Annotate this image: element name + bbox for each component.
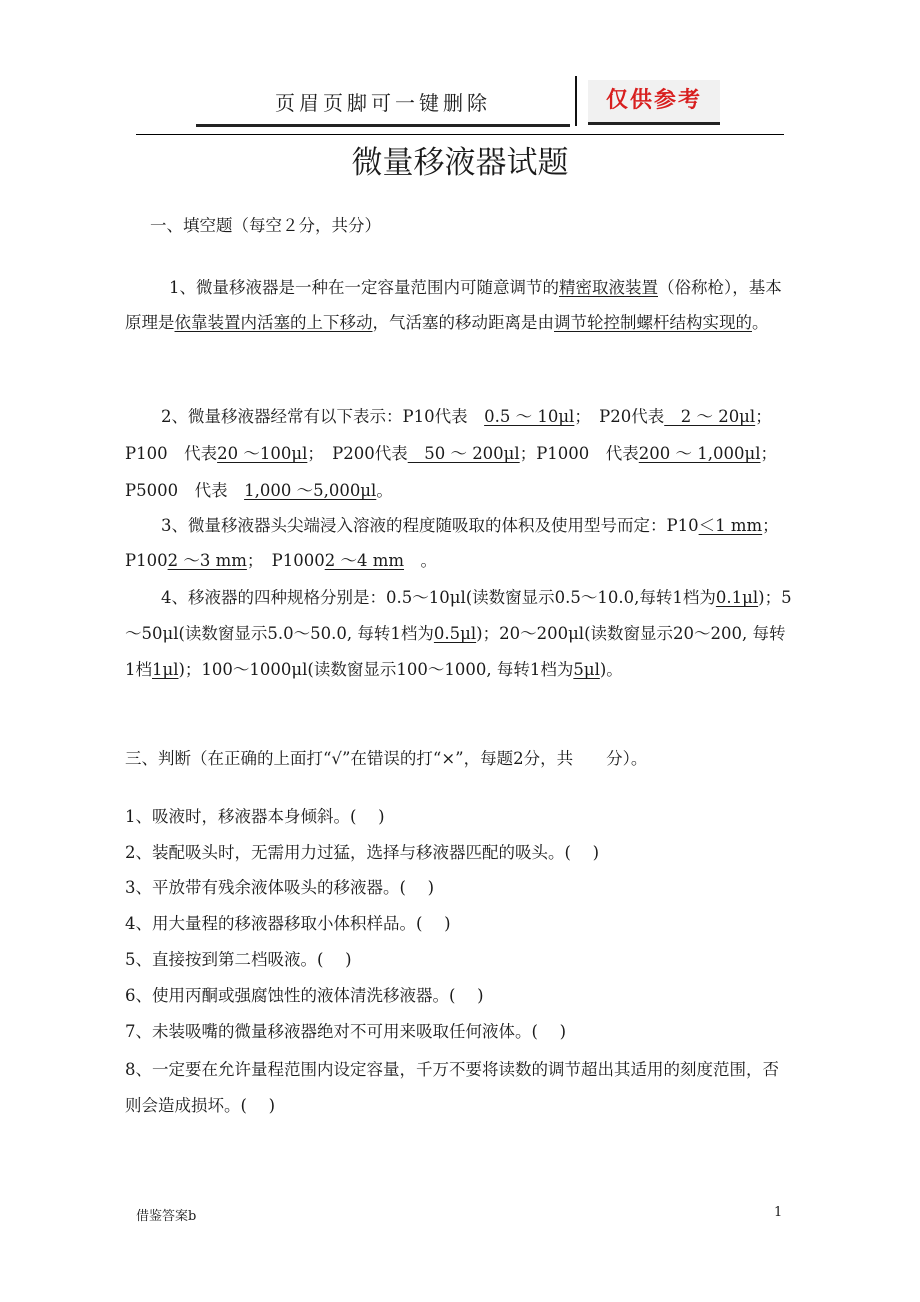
- question-3: [125, 508, 793, 578]
- q1-answer-1: 精密取液装置: [559, 278, 658, 297]
- q2-answer-6: 1,000 ～5,000μl: [244, 481, 377, 500]
- judgment-item: 3、平放带有残余液体吸头的移液器。( ): [125, 878, 435, 897]
- q1-text-3: ，气活塞的移动距离是由: [372, 313, 554, 332]
- q2-text-7: 。: [376, 481, 393, 500]
- q4-answer-2: 0.5μl: [433, 624, 477, 643]
- header-separator: [575, 76, 577, 126]
- q3-answer-1: ＜1 mm: [698, 516, 763, 535]
- footer-left-text: 借鉴答案b: [136, 1209, 197, 1224]
- q2-answer-4: 50 ～ 200μl: [407, 444, 520, 463]
- judgment-item: 8、一定要在允许量程范围内设定容量，千万不要将读数的调节超出其适用的刻度范围，否则会造成损坏。( ): [125, 1060, 779, 1115]
- q4-answer-1: 0.1μl: [715, 588, 759, 607]
- q2-text-2: ； P20代表: [574, 407, 665, 426]
- section-heading-judgment: 三、判断（在正确的上面打“√”在错误的打“×”，每题2分，共 分）。: [125, 749, 648, 768]
- judgment-item: 4、用大量程的移液器移取小体积样品。( ): [125, 914, 451, 933]
- q1-text-4: 。: [752, 313, 769, 332]
- q1-answer-2: 依靠装置内活塞的上下移动: [174, 313, 373, 332]
- q2-text-5: ；P1000 代表: [519, 444, 639, 463]
- question-2: [125, 398, 793, 509]
- q3-text-2: ；P100: [125, 516, 779, 570]
- q4-text-1: 4、移液器的四种规格分别是：0.5～10μl(读数窗显示0.5～10.0,每转1档为: [161, 588, 716, 607]
- page-title: 微量移液器试题: [351, 145, 569, 181]
- header-rule: [136, 134, 784, 135]
- q2-answer-2: 2 ～ 20μl: [664, 407, 756, 426]
- page-number: 1: [774, 1205, 783, 1220]
- judgment-item: 2、装配吸头时，无需用力过猛，选择与移液器匹配的吸头。( ): [125, 843, 600, 862]
- q2-text-6: ；P5000 代表: [125, 444, 778, 500]
- q3-text-4: 。: [404, 551, 438, 570]
- q2-answer-1: 0.5 ～ 10μl: [484, 407, 575, 426]
- judgment-item: 7、未装吸嘴的微量移液器绝对不可用来吸取任何液体。( ): [125, 1022, 567, 1041]
- q2-text-3: ；P100 代表: [125, 407, 772, 463]
- header-left-text: 页眉页脚可一键删除: [196, 86, 570, 127]
- q4-text-5: )。: [599, 660, 623, 679]
- q2-answer-3: 20 ～100μl: [217, 444, 308, 463]
- q2-text-1: 2、微量移液器经常有以下表示：P10代表: [161, 407, 485, 426]
- judgment-item: 5、直接按到第二档吸液。( ): [125, 950, 352, 969]
- judgment-item: 1、吸液时，移液器本身倾斜。( ): [125, 807, 385, 826]
- section-heading-fill-blank: 一、填空题（每空２分，共分）: [150, 216, 381, 235]
- q3-answer-3: 2 ～4 mm: [324, 551, 405, 570]
- question-1: [125, 270, 793, 340]
- q3-answer-2: 2 ～3 mm: [167, 551, 247, 570]
- q3-text-3: ； P1000: [246, 551, 325, 570]
- judgment-item: 6、使用丙酮或强腐蚀性的液体清洗移液器。( ): [125, 986, 484, 1005]
- q3-text-1: 3、微量移液器头尖端浸入溶液的程度随吸取的体积及使用型号而定：P10: [161, 516, 699, 535]
- q4-text-4: )；100～1000μl(读数窗显示100～1000, 每转1档为: [178, 660, 574, 679]
- q4-answer-3: 1μl: [152, 660, 179, 679]
- q4-answer-4: 5μl: [573, 660, 600, 679]
- q1-text-1: 1、微量移液器是一种在一定容量范围内可随意调节的: [169, 278, 559, 297]
- q4-text-2: )；5～50μl(读数窗显示5.0～50.0, 每转1档为: [125, 588, 792, 643]
- q1-text-2: （俗称枪），基本原理是: [125, 278, 782, 332]
- header-stamp: 仅供参考: [588, 80, 720, 125]
- q2-text-4: ； P200代表: [307, 444, 408, 463]
- q2-answer-5: 200 ～ 1,000μl: [638, 444, 761, 463]
- q4-text-3: )；20～200μl(读数窗显示20～200, 每转1档: [125, 624, 786, 679]
- q1-answer-3: 调节轮控制螺杆结构实现的: [554, 313, 752, 332]
- question-4: [125, 580, 793, 688]
